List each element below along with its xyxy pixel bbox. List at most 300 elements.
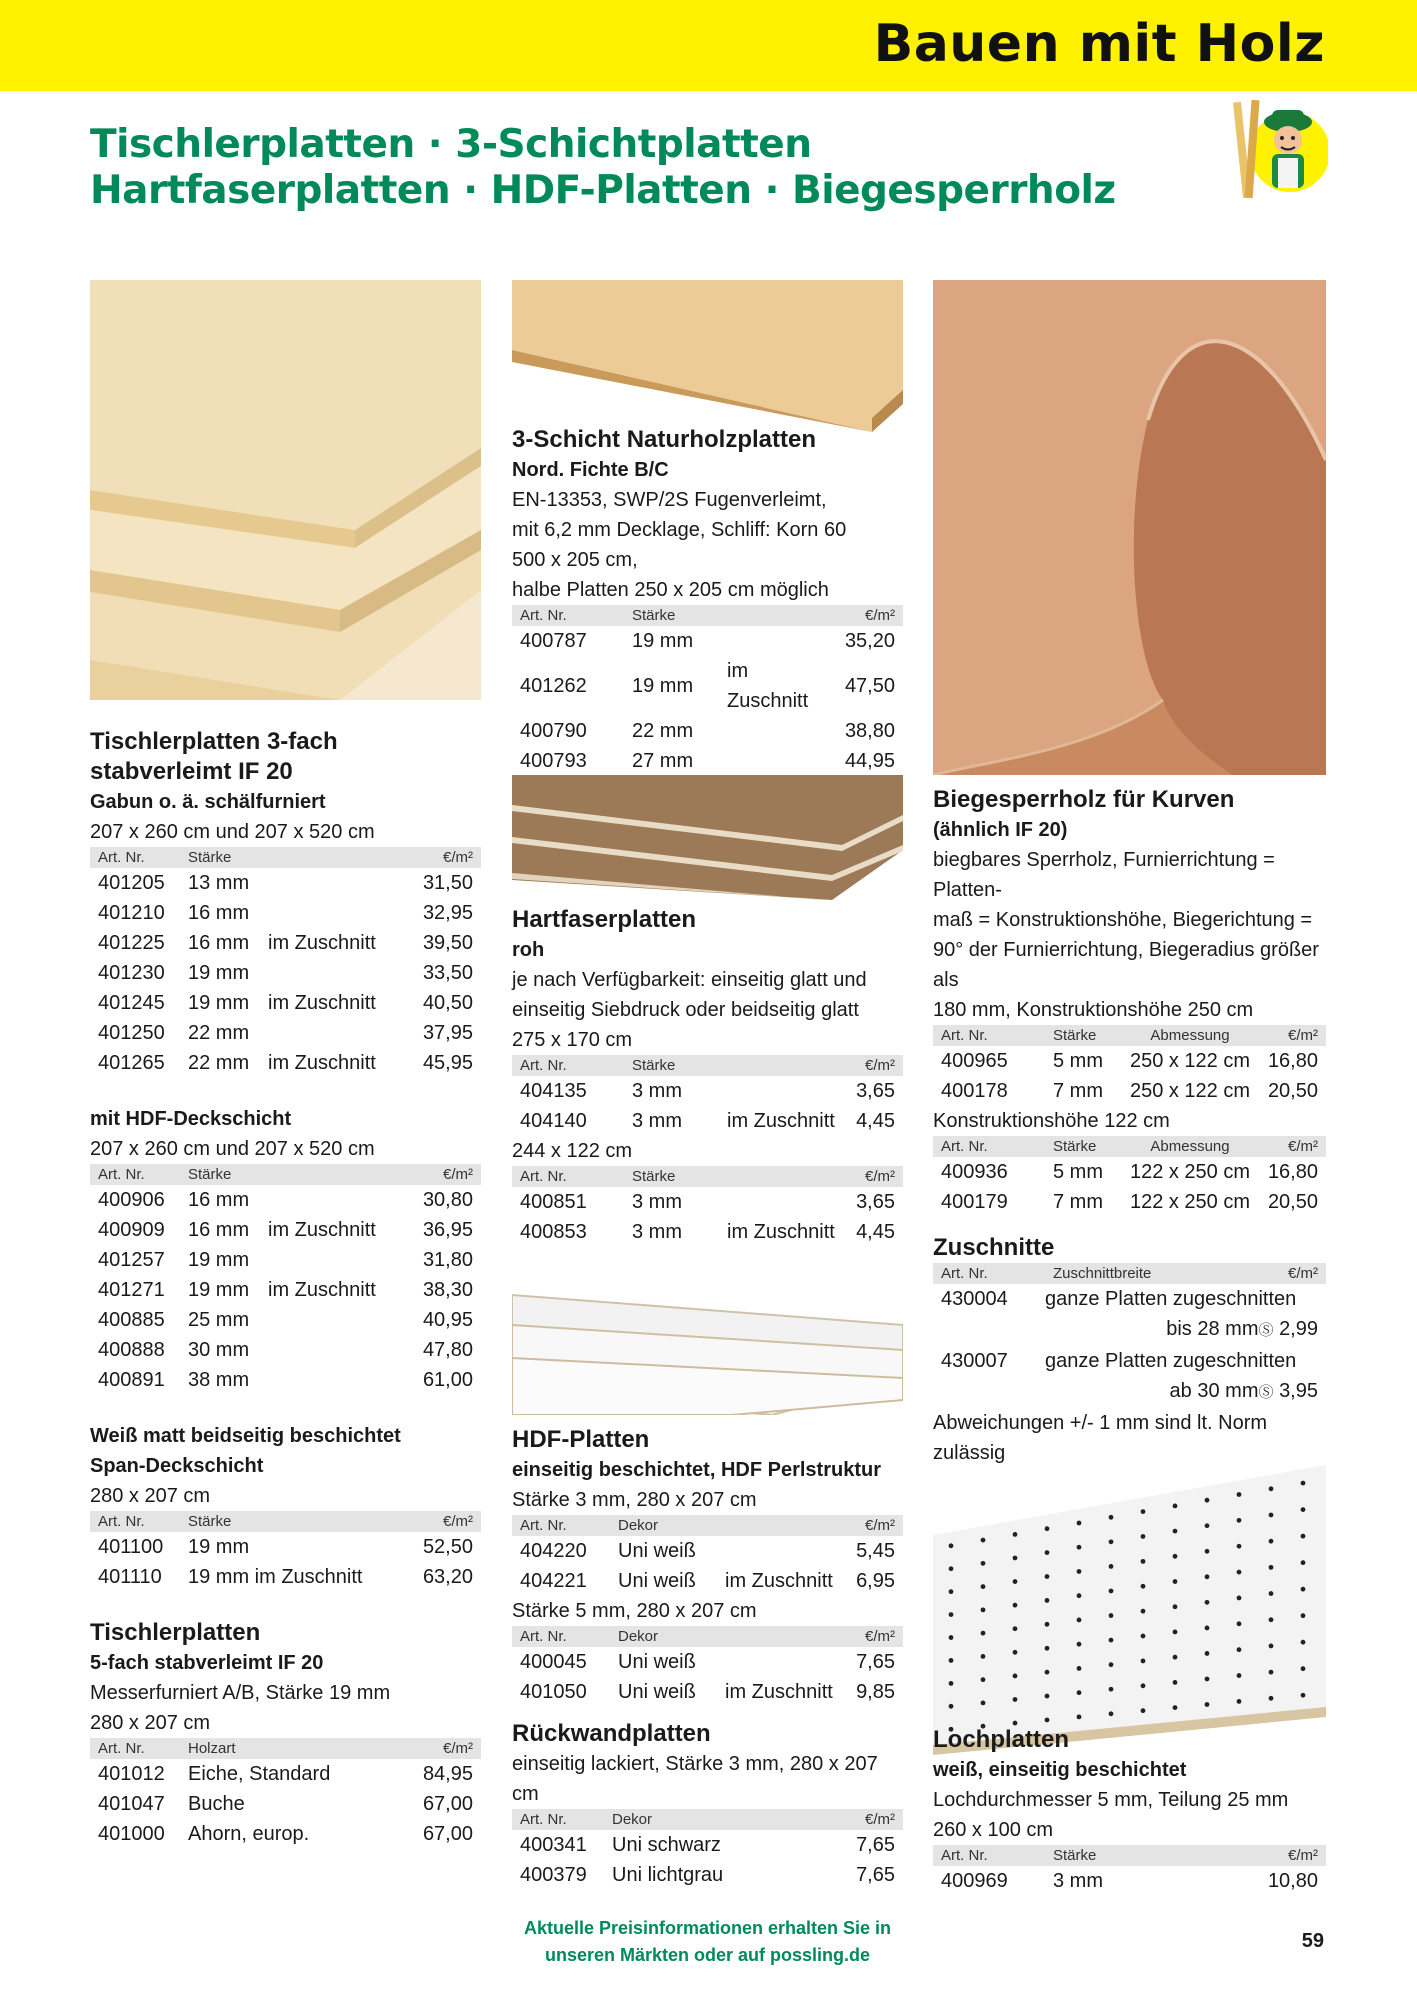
cell: 20,50: [1267, 1080, 1318, 1102]
peg-hole: [1045, 1670, 1050, 1675]
section-subtitle-weiss: Weiß matt beidseitig beschichtet: [90, 1425, 401, 1447]
peg-hole: [1077, 1690, 1082, 1695]
col-price: €/m²: [788, 1809, 903, 1830]
table-row: [90, 958, 481, 988]
cell: 400787: [520, 630, 587, 652]
cell: im Zuschnitt: [727, 1221, 835, 1243]
col-extra: [260, 1511, 398, 1532]
table-header: [90, 1511, 481, 1532]
col-artnr: Art. Nr.: [933, 1263, 1045, 1284]
cell: 250 x 122 cm: [1129, 1050, 1251, 1072]
table-row: [90, 928, 481, 958]
price-table: [512, 1166, 903, 1247]
price-table: [933, 1136, 1326, 1217]
header-bar: [0, 0, 1417, 91]
table-row: [90, 1819, 481, 1849]
product-size: Stärke 5 mm, 280 x 207 cm: [512, 1600, 757, 1622]
col-staerke: Stärke: [1045, 1845, 1165, 1866]
peg-hole: [1269, 1486, 1274, 1491]
col-price: €/m²: [404, 1164, 481, 1185]
table-row: [512, 656, 903, 716]
cell: im Zuschnitt: [268, 1219, 376, 1241]
table-row: [90, 1365, 481, 1395]
cell: 31,80: [422, 1249, 473, 1271]
product-title: Hartfaserplatten: [512, 906, 697, 933]
price-info-line-2: unseren Märkten oder auf possling.de: [544, 1945, 871, 1965]
peg-hole: [1205, 1523, 1210, 1528]
cell: 67,00: [422, 1793, 473, 1815]
product-desc: 180 mm, Konstruktionshöhe 250 cm: [933, 999, 1254, 1021]
col-extra: [717, 1626, 846, 1647]
peg-hole: [1109, 1515, 1114, 1520]
table-row: [933, 1157, 1326, 1187]
peg-hole: [1269, 1591, 1274, 1596]
cell: im Zuschnitt: [727, 660, 809, 712]
cell: 38,80: [844, 720, 895, 742]
peg-hole: [1237, 1673, 1242, 1678]
table-header: [512, 1055, 903, 1076]
cell: [717, 1536, 846, 1566]
peg-hole: [1269, 1696, 1274, 1701]
col-price: €/m²: [837, 605, 903, 626]
table-row: [512, 626, 903, 656]
cell: 20,50: [1267, 1191, 1318, 1213]
product-title: Biegesperrholz für Kurven: [933, 786, 1235, 813]
table-row: [933, 1076, 1326, 1106]
cell: 401012: [98, 1763, 165, 1785]
cell: 401262: [520, 675, 587, 697]
peg-hole: [949, 1704, 954, 1709]
section-subtitle-span: Span-Deckschicht: [90, 1455, 264, 1477]
peg-hole: [1141, 1559, 1146, 1564]
col-staerke: Stärke: [180, 1164, 260, 1185]
cell: 400885: [98, 1309, 165, 1331]
col-staerke: Stärke: [1045, 1025, 1121, 1046]
price-table: [90, 1164, 481, 1395]
peg-hole: [1205, 1600, 1210, 1605]
peg-hole: [1205, 1677, 1210, 1682]
peg-hole: [1013, 1626, 1018, 1631]
cell: Uni schwarz: [612, 1834, 721, 1856]
page-heading: [90, 122, 1116, 214]
table-row: [933, 1284, 1326, 1314]
col-dekor: Dekor: [604, 1809, 754, 1830]
peg-hole: [1205, 1549, 1210, 1554]
cell: 45,95: [422, 1052, 473, 1074]
cell: 19 mm: [188, 1279, 250, 1301]
price-table: [512, 1626, 903, 1707]
cell: 122 x 250 cm: [1129, 1191, 1251, 1213]
peg-hole: [1301, 1613, 1306, 1618]
table-header: [512, 1166, 903, 1187]
cell: 401047: [98, 1793, 165, 1815]
product-desc: je nach Verfügbarkeit: einseitig glatt und: [512, 969, 867, 991]
peg-hole: [981, 1561, 986, 1566]
peg-hole: [1141, 1584, 1146, 1589]
cell: 5,45: [856, 1540, 895, 1562]
cell: 16 mm: [188, 1189, 250, 1211]
peg-hole: [1301, 1666, 1306, 1671]
cell: 3 mm: [632, 1110, 682, 1132]
cell: [260, 1018, 404, 1048]
table-header: [933, 1136, 1326, 1157]
table-header: [90, 1164, 481, 1185]
table-row: [90, 1245, 481, 1275]
peg-hole: [1141, 1534, 1146, 1539]
price-table: [933, 1025, 1326, 1106]
cell: [260, 958, 404, 988]
peg-hole: [1109, 1638, 1114, 1643]
hartfaser-photo: [512, 775, 903, 900]
price-table: [512, 1515, 903, 1596]
cell: 35,20: [844, 630, 895, 652]
product-title: Rückwandplatten: [512, 1720, 711, 1747]
cell: 400969: [941, 1870, 1008, 1892]
peg-hole: [1077, 1714, 1082, 1719]
col-price: €/m²: [846, 1626, 903, 1647]
section-tischlerplatten-3fach: [90, 727, 481, 1849]
table-row: [90, 1275, 481, 1305]
cell: [717, 1647, 846, 1677]
price-table: [90, 847, 481, 1078]
col-extra: [719, 605, 837, 626]
col-artnr: Art. Nr.: [512, 1515, 610, 1536]
cell: 6,95: [856, 1570, 895, 1592]
peg-hole: [949, 1681, 954, 1686]
cell: 10,80: [1267, 1870, 1318, 1892]
cell: 401000: [98, 1823, 165, 1845]
peg-hole: [981, 1631, 986, 1636]
cell: [260, 1335, 404, 1365]
table-row: [90, 988, 481, 1018]
cell: 7 mm: [1053, 1191, 1103, 1213]
cell: [719, 716, 837, 746]
table-header: [933, 1025, 1326, 1046]
cell: Uni weiß: [618, 1681, 696, 1703]
peg-hole: [1077, 1593, 1082, 1598]
col-price: €/m²: [1259, 1025, 1326, 1046]
table-row: [90, 1759, 481, 1789]
col-artnr: Art. Nr.: [90, 1738, 180, 1759]
cell: 52,50: [422, 1536, 473, 1558]
cell: im Zuschnitt: [727, 1110, 835, 1132]
cell: 22 mm: [188, 1022, 250, 1044]
cell: 25 mm: [188, 1309, 250, 1331]
cell: 401271: [98, 1279, 165, 1301]
cell: 404140: [520, 1110, 587, 1132]
peg-hole: [1269, 1644, 1274, 1649]
cell: [260, 1245, 404, 1275]
col-price: €/m²: [380, 1738, 481, 1759]
cell: 19 mm: [188, 1249, 250, 1271]
col-extra: [717, 1515, 846, 1536]
product-subtitle: 5-fach stabverleimt IF 20: [90, 1652, 324, 1674]
table-header: [512, 1515, 903, 1536]
col-extra: [260, 1164, 404, 1185]
cell: 7 mm: [1053, 1080, 1103, 1102]
cell: 13 mm: [188, 872, 250, 894]
cell: 400965: [941, 1050, 1008, 1072]
cell: 430004: [941, 1288, 1008, 1310]
table-row: [90, 1789, 481, 1819]
cell: 19 mm im Zuschnitt: [188, 1566, 363, 1588]
peg-hole: [1109, 1662, 1114, 1667]
cell: 3,65: [856, 1191, 895, 1213]
cell: 404135: [520, 1080, 587, 1102]
cell: 400936: [941, 1161, 1008, 1183]
cell: 61,00: [422, 1369, 473, 1391]
product-size: 500 x 205 cm,: [512, 549, 638, 571]
table-row: [512, 746, 903, 776]
heading-line-2: Hartfaserplatten · HDF-Platten · Biegesperrholz: [90, 168, 1116, 213]
table-row: [90, 1018, 481, 1048]
cell: 401100: [98, 1536, 164, 1558]
cell: 404220: [520, 1540, 587, 1562]
peg-hole: [1237, 1570, 1242, 1575]
cell: 401265: [98, 1052, 165, 1074]
table-row: [90, 868, 481, 898]
table-header: [90, 1738, 481, 1759]
product-subtitle: Gabun o. ä. schälfurniert: [90, 791, 326, 813]
cell: 16 mm: [188, 932, 250, 954]
cell: 19 mm: [188, 992, 250, 1014]
cell: 30 mm: [188, 1339, 250, 1361]
cell: 400341: [520, 1834, 587, 1856]
peg-hole: [1269, 1513, 1274, 1518]
peg-hole: [1237, 1647, 1242, 1652]
col-artnr: Art. Nr.: [512, 1626, 610, 1647]
peg-hole: [1109, 1564, 1114, 1569]
peg-hole: [1301, 1587, 1306, 1592]
col-artnr: Art. Nr.: [933, 1136, 1045, 1157]
cell: 404221: [520, 1570, 587, 1592]
cell: 400906: [98, 1189, 165, 1211]
cell: 39,50: [422, 932, 473, 954]
cell: [933, 1376, 1326, 1408]
col-extra: [719, 1055, 846, 1076]
section-3schicht: [512, 425, 903, 776]
cell: 3 mm: [1053, 1870, 1103, 1892]
cell: [719, 1187, 846, 1217]
col-staerke: Stärke: [624, 605, 719, 626]
cell: [260, 868, 404, 898]
col-holzart: Holzart: [180, 1738, 260, 1759]
cell: [933, 1314, 1326, 1346]
cell: 400888: [98, 1339, 165, 1361]
peg-hole: [1173, 1680, 1178, 1685]
cell: 47,80: [422, 1339, 473, 1361]
peg-hole: [1237, 1492, 1242, 1497]
price-table: [512, 1055, 903, 1136]
cell: 84,95: [422, 1763, 473, 1785]
peg-hole: [1237, 1699, 1242, 1704]
cell: 122 x 250 cm: [1129, 1161, 1251, 1183]
cell: 401205: [98, 872, 165, 894]
table-row: [90, 1335, 481, 1365]
col-staerke: Stärke: [624, 1055, 719, 1076]
peg-hole: [1077, 1521, 1082, 1526]
cell: 3 mm: [632, 1221, 682, 1243]
peg-hole: [949, 1566, 954, 1571]
cell: 401245: [98, 992, 165, 1014]
product-subtitle: einseitig beschichtet, HDF Perlstruktur: [512, 1459, 881, 1481]
col-extra: [754, 1809, 788, 1830]
cell: 38 mm: [188, 1369, 250, 1391]
cell: 9,85: [856, 1681, 895, 1703]
cell: 32,95: [422, 902, 473, 924]
cell: 430007: [941, 1350, 1008, 1372]
col-extra: [1165, 1845, 1196, 1866]
peg-hole: [1109, 1687, 1114, 1692]
cell: 40,50: [422, 992, 473, 1014]
cell: 400891: [98, 1369, 165, 1391]
cell: [754, 1860, 788, 1890]
peg-hole: [1045, 1646, 1050, 1651]
peg-hole: [1301, 1640, 1306, 1645]
product-subtitle: weiß, einseitig beschichtet: [933, 1759, 1187, 1781]
cell: 4,45: [856, 1110, 895, 1132]
cell: 3 mm: [632, 1080, 682, 1102]
peg-hole: [1237, 1518, 1242, 1523]
table-row: [512, 1677, 903, 1707]
cell: 7,65: [856, 1651, 895, 1673]
cell: Eiche, Standard: [188, 1763, 331, 1785]
peg-hole: [981, 1584, 986, 1589]
product-desc: maß = Konstruktionshöhe, Biegerichtung =: [933, 909, 1313, 931]
peg-hole: [1301, 1481, 1306, 1486]
carpenter-mascot-icon: [1228, 96, 1328, 204]
peg-hole: [1045, 1550, 1050, 1555]
table-row: [512, 1076, 903, 1106]
col-abmessung: Abmessung: [1121, 1025, 1259, 1046]
product-desc: 90° der Furnierrichtung, Biegeradius größer als: [933, 939, 1319, 991]
peg-hole: [949, 1543, 954, 1548]
cell: 22 mm: [632, 720, 694, 742]
product-desc: mit 6,2 mm Decklage, Schliff: Korn 60: [512, 519, 847, 541]
peg-hole: [1237, 1544, 1242, 1549]
brand-title: Bauen mit Holz: [873, 14, 1325, 74]
peg-hole: [981, 1607, 986, 1612]
zuschnitt-range: bis 28 mm: [1166, 1318, 1259, 1340]
peg-hole: [1077, 1642, 1082, 1647]
peg-hole: [1269, 1670, 1274, 1675]
col-artnr: Art. Nr.: [512, 1166, 624, 1187]
peg-hole: [981, 1701, 986, 1706]
cell: 19 mm: [188, 962, 250, 984]
table-row: [512, 1536, 903, 1566]
peg-hole: [1045, 1526, 1050, 1531]
product-size: 280 x 207 cm: [90, 1485, 211, 1507]
peg-hole: [1077, 1666, 1082, 1671]
heading-line-1: Tischlerplatten · 3-Schichtplatten: [90, 122, 812, 167]
cell: [1165, 1866, 1196, 1896]
product-desc: halbe Platten 250 x 205 cm möglich: [512, 579, 829, 601]
cell: Uni weiß: [618, 1540, 696, 1562]
table-header: [512, 1809, 903, 1830]
peg-hole: [1141, 1634, 1146, 1639]
cell: [719, 626, 837, 656]
product-desc: einseitig lackiert, Stärke 3 mm, 280 x 207 cm: [512, 1753, 878, 1805]
product-size: Konstruktionshöhe 122 cm: [933, 1110, 1170, 1132]
cell: 30,80: [422, 1189, 473, 1211]
cell: [260, 1185, 404, 1215]
col-price: €/m²: [1245, 1263, 1326, 1284]
peg-hole: [981, 1538, 986, 1543]
product-title: Lochplatten: [933, 1726, 1069, 1753]
price-info-note: [512, 1915, 903, 1969]
price-table: [512, 1809, 903, 1890]
peg-hole: [1269, 1539, 1274, 1544]
cell: 7,65: [856, 1864, 895, 1886]
table-row: [90, 1048, 481, 1078]
peg-hole: [1013, 1674, 1018, 1679]
peg-hole: [981, 1654, 986, 1659]
cell: 3,65: [856, 1080, 895, 1102]
cell: 401050: [520, 1681, 587, 1703]
cell: 401250: [98, 1022, 165, 1044]
peg-hole: [1045, 1694, 1050, 1699]
service-symbol-icon: Ⓢ: [1258, 1384, 1274, 1401]
col-artnr: Art. Nr.: [90, 1511, 180, 1532]
col-artnr: Art. Nr.: [90, 1164, 180, 1185]
col-extra: [719, 1166, 846, 1187]
page-number: 59: [1301, 1930, 1324, 1952]
col-staerke: Stärke: [180, 847, 260, 868]
cell: ganze Platten zugeschnitten: [1045, 1350, 1297, 1372]
peg-hole: [1205, 1574, 1210, 1579]
col-extra: [260, 847, 404, 868]
col-dekor: Dekor: [610, 1626, 717, 1647]
peg-hole: [1141, 1683, 1146, 1688]
peg-hole: [1173, 1655, 1178, 1660]
peg-hole: [1173, 1529, 1178, 1534]
col-price: €/m²: [1196, 1845, 1326, 1866]
table-header: [90, 847, 481, 868]
cell: 16,80: [1267, 1050, 1318, 1072]
product-title: HDF-Platten: [512, 1426, 650, 1453]
peg-hole: [1173, 1579, 1178, 1584]
peg-hole: [1109, 1589, 1114, 1594]
cell: [260, 1305, 404, 1335]
cell: 31,50: [422, 872, 473, 894]
table-header: [933, 1845, 1326, 1866]
col-price: €/m²: [1259, 1136, 1326, 1157]
peg-hole: [981, 1677, 986, 1682]
cell: 5 mm: [1053, 1161, 1103, 1183]
cell: 16 mm: [188, 1219, 250, 1241]
cell: [719, 1076, 846, 1106]
hdf-platten-photo: [512, 1290, 903, 1415]
peg-hole: [1077, 1569, 1082, 1574]
cell: 401257: [98, 1249, 165, 1271]
cell: 400909: [98, 1219, 165, 1241]
cell: 400178: [941, 1080, 1008, 1102]
peg-hole: [1013, 1556, 1018, 1561]
cell: 401230: [98, 962, 165, 984]
peg-hole: [1109, 1613, 1114, 1618]
col-artnr: Art. Nr.: [90, 847, 180, 868]
cell: Uni lichtgrau: [612, 1864, 724, 1886]
cell: 44,95: [844, 750, 895, 772]
cell: Uni weiß: [618, 1651, 696, 1673]
table-row: [512, 1566, 903, 1596]
cell: im Zuschnitt: [268, 1052, 376, 1074]
peg-hole: [1013, 1697, 1018, 1702]
price-table: [933, 1845, 1326, 1896]
col-abmessung: Abmessung: [1121, 1136, 1259, 1157]
cell: 19 mm: [632, 675, 694, 697]
peg-hole: [1205, 1702, 1210, 1707]
